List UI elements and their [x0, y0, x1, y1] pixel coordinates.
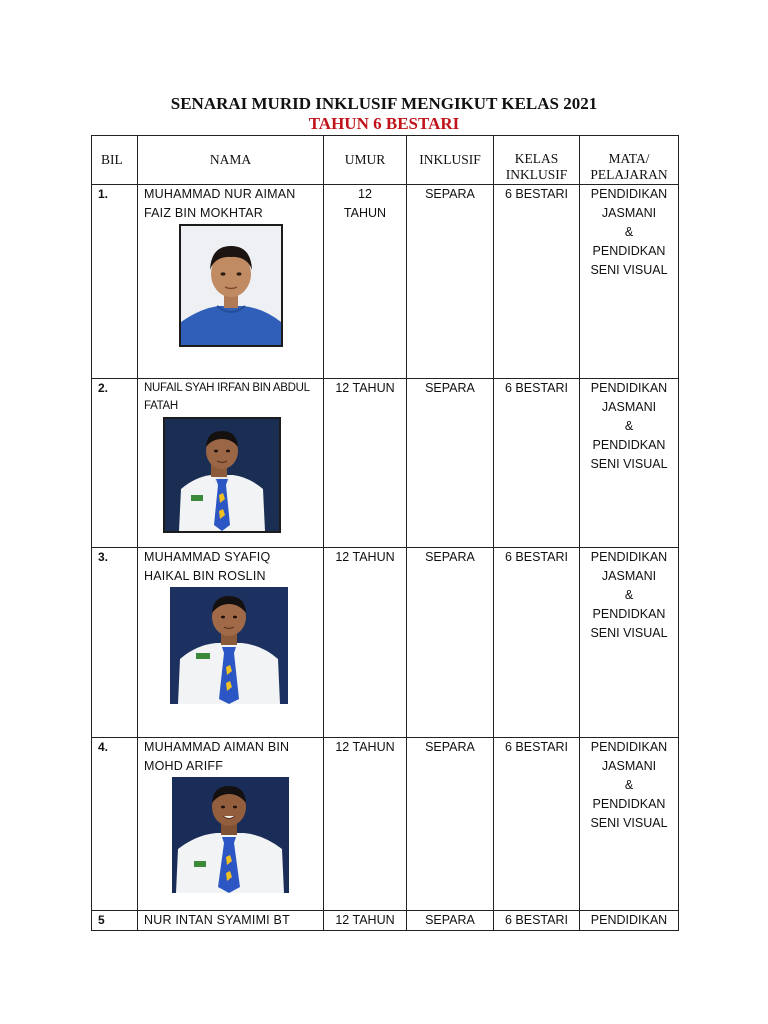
inclusion-class: 6 BESTARI: [494, 379, 580, 548]
inclusion-class: 6 BESTARI: [494, 911, 580, 931]
header-nama: NAMA: [138, 136, 324, 185]
subject-line: &: [624, 225, 634, 239]
header-inklusif: INKLUSIF: [407, 136, 494, 185]
student-photo: [179, 224, 283, 347]
inclusion-type: SEPARA: [407, 185, 494, 379]
student-photo: [170, 587, 288, 704]
subject-line: JASMANI: [601, 206, 657, 220]
header-mata-pelajaran: MATA/ PELAJARAN: [580, 136, 679, 185]
subject-line: PENDIDIKAN: [590, 740, 668, 754]
student-name: MUHAMMAD NUR AIMAN FAIZ BIN MOKHTAR: [144, 187, 296, 220]
subject-line: PENDIDKAN: [592, 607, 666, 621]
student-portrait-image: [170, 587, 288, 704]
subject-line: SENI VISUAL: [590, 263, 668, 277]
subjects: [580, 548, 679, 738]
table-header-row: [92, 136, 679, 185]
subject-line: SENI VISUAL: [590, 816, 668, 830]
inclusion-class: 6 BESTARI: [494, 548, 580, 738]
student-age: 12 TAHUN: [324, 911, 407, 931]
table-row: [92, 911, 679, 931]
subject-line: PENDIDKAN: [592, 797, 666, 811]
student-age: 12 TAHUN: [324, 185, 407, 379]
inclusion-type: SEPARA: [407, 548, 494, 738]
student-age: 12 TAHUN: [324, 548, 407, 738]
student-photo: [172, 777, 289, 893]
table-row: [92, 185, 679, 379]
student-age: 12 TAHUN: [324, 738, 407, 911]
subject-line: SENI VISUAL: [590, 457, 668, 471]
subject-line: JASMANI: [601, 569, 657, 583]
subjects: [580, 911, 679, 931]
student-name-cell: [138, 185, 324, 379]
table-row: [92, 548, 679, 738]
subject-line: SENI VISUAL: [590, 626, 668, 640]
subjects: [580, 379, 679, 548]
student-name-cell: [138, 911, 324, 931]
row-number: 1.: [92, 185, 138, 379]
header-bil: BIL: [92, 136, 138, 185]
student-name-cell: [138, 548, 324, 738]
row-number: 5: [92, 911, 138, 931]
subject-line: PENDIDKAN: [592, 244, 666, 258]
inclusion-type: SEPARA: [407, 379, 494, 548]
subjects: [580, 738, 679, 911]
inclusion-class: 6 BESTARI: [494, 738, 580, 911]
subject-line: JASMANI: [601, 400, 657, 414]
student-name: MUHAMMAD AIMAN BIN MOHD ARIFF: [144, 740, 290, 773]
subject-line: PENDIDIKAN: [590, 381, 668, 395]
student-age: 12 TAHUN: [324, 379, 407, 548]
document-title: SENARAI MURID INKLUSIF MENGIKUT KELAS 2021: [170, 94, 598, 113]
student-name: MUHAMMAD SYAFIQ HAIKAL BIN ROSLIN: [144, 550, 271, 583]
subject-line: PENDIDIKAN: [590, 550, 668, 564]
document-subtitle: TAHUN 6 BESTARI: [308, 114, 460, 133]
student-name-cell: [138, 738, 324, 911]
row-number: 4.: [92, 738, 138, 911]
student-portrait-image: [165, 419, 279, 531]
subjects: [580, 185, 679, 379]
row-number: 3.: [92, 548, 138, 738]
table-row: [92, 738, 679, 911]
student-table: [91, 135, 679, 931]
inclusion-type: SEPARA: [407, 738, 494, 911]
inclusion-type: SEPARA: [407, 911, 494, 931]
subject-line: JASMANI: [601, 759, 657, 773]
inclusion-class: 6 BESTARI: [494, 185, 580, 379]
student-name-cell: [138, 379, 324, 548]
subject-line: PENDIDKAN: [592, 438, 666, 452]
subject-line: &: [624, 588, 634, 602]
row-number: 2.: [92, 379, 138, 548]
header-kelas-inklusif: KELAS INKLUSIF: [494, 136, 580, 185]
subject-line: PENDIDIKAN: [590, 187, 668, 201]
subject-line: &: [624, 419, 634, 433]
student-portrait-image: [172, 777, 289, 893]
student-name: NUFAIL SYAH IRFAN BIN ABDUL FATAH: [144, 382, 310, 412]
student-name: NUR INTAN SYAMIMI BT: [144, 913, 290, 927]
table-row: [92, 379, 679, 548]
header-umur: UMUR: [324, 136, 407, 185]
student-photo: [163, 417, 281, 533]
subject-line: &: [624, 778, 634, 792]
student-portrait-image: [181, 226, 281, 345]
subject-line: PENDIDIKAN: [590, 913, 668, 927]
